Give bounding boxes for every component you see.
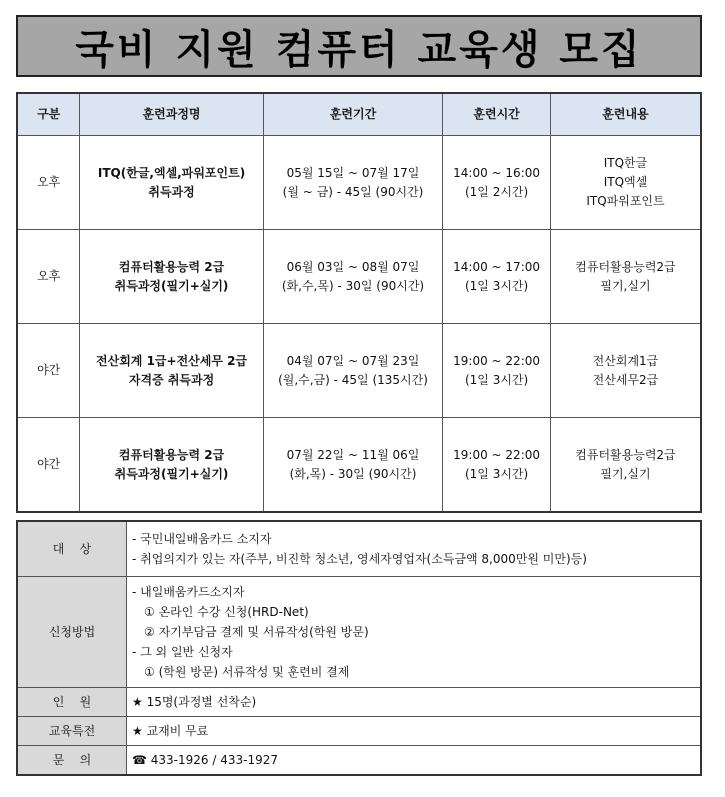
target-value [127, 521, 702, 577]
schedule-table [16, 92, 702, 513]
time-cell [443, 324, 551, 418]
session-cell: 오후 [17, 136, 80, 230]
course-cell [80, 230, 263, 324]
course-line: 자격증 취득과정 [128, 372, 215, 387]
time-line: (1일 3시간) [464, 466, 529, 481]
benefit-value: ★ 교재비 무료 [127, 717, 702, 746]
period-cell [263, 230, 442, 324]
content-cell [550, 324, 701, 418]
info-row-target [17, 521, 701, 577]
period-line: (월 ~ 금) - 45일 (90시간) [282, 184, 424, 199]
time-cell [443, 136, 551, 230]
target-label: 대 상 [17, 521, 127, 577]
benefit-label: 교육특전 [17, 717, 127, 746]
content-cell [550, 418, 701, 513]
course-line: 컴퓨터활용능력 2급 [118, 259, 225, 274]
page-title-text: 국비 지원 컴퓨터 교육생 모집 [75, 26, 643, 73]
apply-line: - 내일배움카드소지자 [132, 585, 245, 599]
page-title [16, 15, 702, 77]
period-cell [263, 324, 442, 418]
capacity-value: ★ 15명(과정별 선착순) [127, 688, 702, 717]
period-cell [263, 136, 442, 230]
apply-line: ① 온라인 수강 신청(HRD-Net) [144, 605, 309, 619]
content-line: 컴퓨터활용능력2급 [575, 259, 676, 274]
session-cell: 야간 [17, 418, 80, 513]
info-row-apply [17, 577, 701, 688]
apply-label: 신청방법 [17, 577, 127, 688]
contact-label: 문 의 [17, 746, 127, 776]
apply-line: ② 자기부담금 결제 및 서류작성(학원 방문) [144, 625, 369, 639]
period-line: 07월 22일 ~ 11월 06일 [286, 447, 420, 462]
content-line: ITQ파워포인트 [586, 194, 665, 208]
period-line: (월,수,금) - 45일 (135시간) [278, 372, 428, 387]
course-line: 전산회계 1급+전산세무 2급 [96, 353, 248, 368]
period-cell [263, 418, 442, 513]
course-line: 컴퓨터활용능력 2급 [118, 447, 225, 462]
content-line: 필기,실기 [600, 466, 651, 481]
schedule-header-row [17, 93, 701, 136]
time-line: 19:00 ~ 22:00 [453, 353, 541, 368]
content-cell [550, 136, 701, 230]
info-row-contact [17, 746, 701, 776]
content-line: 전산세무2급 [592, 372, 659, 387]
header-period: 훈련기간 [263, 93, 442, 136]
content-line: 컴퓨터활용능력2급 [575, 447, 676, 462]
table-row [17, 418, 701, 513]
target-line: - 취업의지가 있는 자(주부, 비진학 청소년, 영세자영업자(소득금액 8,000만원 미만)등) [132, 552, 587, 566]
period-line: 04월 07일 ~ 07월 23일 [286, 353, 420, 368]
course-line: 취득과정 [148, 184, 195, 199]
header-course: 훈련과정명 [80, 93, 263, 136]
info-row-benefit [17, 717, 701, 746]
course-line: 취득과정(필기+실기) [114, 466, 229, 481]
header-session: 구분 [17, 93, 80, 136]
session-cell: 야간 [17, 324, 80, 418]
time-line: (1일 2시간) [464, 184, 529, 199]
period-line: (화,수,목) - 30일 (90시간) [281, 278, 425, 293]
header-time: 훈련시간 [443, 93, 551, 136]
apply-value [127, 577, 702, 688]
apply-line: - 그 외 일반 신청자 [132, 645, 233, 659]
apply-line: ① (학원 방문) 서류작성 및 훈련비 결제 [144, 665, 350, 679]
header-content: 훈련내용 [550, 93, 701, 136]
time-line: 14:00 ~ 17:00 [453, 259, 541, 274]
content-line: ITQ엑셀 [603, 175, 648, 189]
table-row [17, 230, 701, 324]
time-line: 19:00 ~ 22:00 [453, 447, 541, 462]
time-line: (1일 3시간) [464, 278, 529, 293]
capacity-label: 인 원 [17, 688, 127, 717]
course-line: ITQ(한글,엑셀,파워포인트) [97, 165, 246, 180]
table-row [17, 324, 701, 418]
info-row-capacity [17, 688, 701, 717]
time-cell [443, 230, 551, 324]
content-line: 필기,실기 [600, 278, 651, 293]
session-cell: 오후 [17, 230, 80, 324]
period-line: (화,목) - 30일 (90시간) [289, 466, 417, 481]
time-cell [443, 418, 551, 513]
period-line: 05월 15일 ~ 07월 17일 [286, 165, 420, 180]
content-line: 전산회계1급 [592, 353, 659, 368]
info-table [16, 520, 702, 776]
table-row [17, 136, 701, 230]
contact-value: ☎ 433-1926 / 433-1927 [127, 746, 702, 776]
course-cell [80, 136, 263, 230]
period-line: 06월 03일 ~ 08월 07일 [286, 259, 420, 274]
time-line: 14:00 ~ 16:00 [453, 165, 541, 180]
course-cell [80, 418, 263, 513]
course-cell [80, 324, 263, 418]
time-line: (1일 3시간) [464, 372, 529, 387]
course-line: 취득과정(필기+실기) [114, 278, 229, 293]
content-line: ITQ한글 [603, 156, 648, 170]
target-line: - 국민내일배움카드 소지자 [132, 532, 272, 546]
content-cell [550, 230, 701, 324]
